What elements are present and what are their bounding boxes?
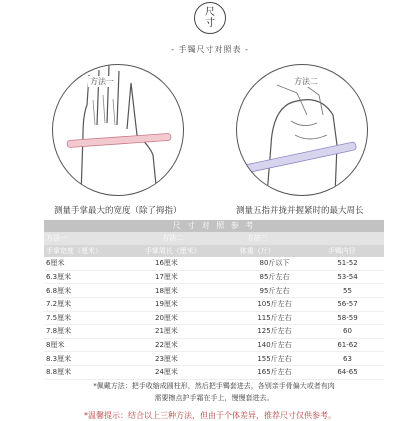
- column-header-row: [44, 245, 384, 258]
- column-header: 手掌周长（厘米）: [144, 246, 201, 255]
- palm-width-cell: 6厘米: [46, 259, 65, 268]
- palm-girth-cell: 23厘米: [155, 354, 178, 363]
- palm-girth-cell: 21厘米: [155, 327, 178, 336]
- method-two-caption: 测量五指并拢并握紧时的最大周长: [236, 206, 364, 216]
- method-two-label: 方法二: [294, 77, 318, 86]
- weight-cell: 105斤左右: [257, 300, 292, 309]
- warning-text: *温馨提示：结合以上三种方法，但由于个体差异，推荐尺寸仅供参考。: [84, 411, 336, 420]
- method-one-caption: 测量手掌最大的宽度（除了拇指）: [54, 206, 182, 216]
- column-header: 体重（斤）: [239, 246, 275, 255]
- inner-diameter-cell: 51-52: [337, 259, 358, 268]
- inner-diameter-cell: 61-62: [337, 341, 358, 350]
- column-header: 手掌宽度（厘米）: [46, 246, 102, 255]
- hand-palm-icon: [53, 65, 183, 195]
- inner-diameter-cell: 64-65: [337, 368, 358, 377]
- size-table: [44, 220, 384, 380]
- column-header: 手镯内径: [327, 246, 356, 255]
- weight-cell: 115斤左右: [257, 313, 292, 322]
- weight-cell: 165斤左右: [257, 368, 292, 377]
- method-one-label: 方法一: [90, 77, 114, 86]
- weight-cell: 85斤左右: [259, 273, 290, 282]
- inner-diameter-cell: 56-57: [337, 300, 358, 309]
- palm-width-cell: 8厘米: [46, 341, 65, 350]
- weight-cell: 125斤左右: [257, 327, 292, 336]
- table-row: [44, 352, 384, 366]
- inner-diameter-cell: 55: [343, 286, 352, 295]
- seal-char-2: 寸: [205, 18, 215, 29]
- wearing-note-line-2: 需要擦点护手霜在手上，慢慢套进去。: [154, 394, 274, 402]
- palm-width-cell: 6.8厘米: [46, 286, 72, 295]
- inner-diameter-cell: 60: [343, 327, 352, 336]
- palm-width-cell: 7.5厘米: [46, 313, 72, 322]
- table-row: [44, 339, 384, 353]
- palm-girth-cell: 17厘米: [155, 273, 178, 282]
- table-row: [44, 271, 384, 285]
- method-header: 方法一: [46, 234, 67, 243]
- table-row: [44, 284, 384, 298]
- table-row: [44, 257, 384, 271]
- table-row: [44, 312, 384, 326]
- weight-cell: 80斤以下: [259, 259, 290, 268]
- wearing-note-line-1: *佩戴方法：把手收缩成圆柱形，然后把手镯套进去，各别亲手骨偏大或者有肉: [93, 382, 335, 390]
- page-subtitle: - 手镯尺寸对照表 -: [171, 45, 249, 54]
- palm-width-cell: 8.8厘米: [46, 368, 72, 377]
- method-one-illustration: [52, 64, 184, 196]
- inner-diameter-cell: 53-54: [337, 273, 358, 282]
- weight-cell: 95斤左右: [259, 286, 290, 295]
- palm-width-cell: 7.8厘米: [46, 327, 72, 336]
- palm-girth-cell: 16厘米: [155, 259, 178, 268]
- weight-cell: 140斤左右: [257, 341, 292, 350]
- palm-width-cell: 7.2厘米: [46, 300, 72, 309]
- palm-girth-cell: 19厘米: [155, 300, 178, 309]
- inner-diameter-cell: 58-59: [337, 313, 358, 322]
- palm-girth-cell: 18厘米: [155, 286, 178, 295]
- table-row: [44, 298, 384, 312]
- table-title: 尺 寸 对 照 参 考: [44, 220, 384, 232]
- inner-diameter-cell: 63: [343, 354, 352, 363]
- table-row: [44, 325, 384, 339]
- palm-girth-cell: 22厘米: [155, 341, 178, 350]
- table-row: [44, 366, 384, 380]
- palm-girth-cell: 24厘米: [155, 368, 178, 377]
- method-header: 方法三: [246, 234, 268, 243]
- wearing-note: [44, 380, 384, 404]
- method-header: 方法二: [162, 234, 184, 243]
- palm-width-cell: 6.3厘米: [46, 273, 72, 282]
- palm-girth-cell: 20厘米: [155, 313, 178, 322]
- weight-cell: 155斤左右: [257, 354, 292, 363]
- size-seal: [194, 2, 226, 34]
- seal-char-1: 尺: [205, 7, 215, 18]
- method-header-row: [44, 232, 384, 245]
- palm-width-cell: 8.3厘米: [46, 354, 72, 363]
